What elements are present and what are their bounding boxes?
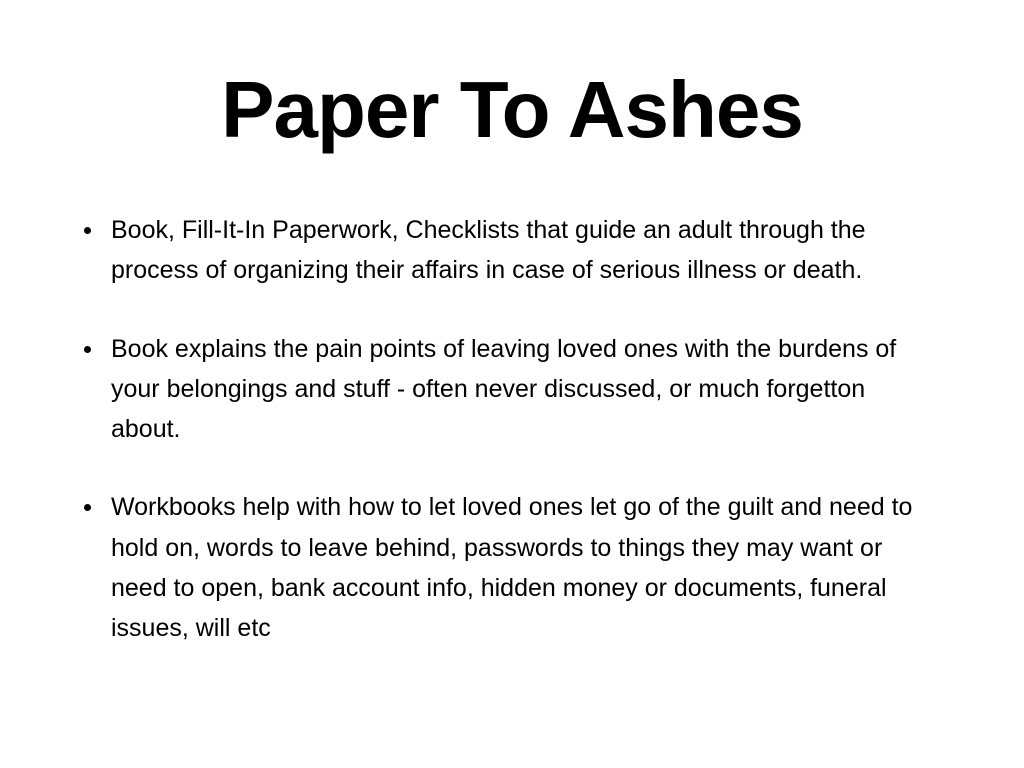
slide-title: Paper To Ashes <box>221 65 803 154</box>
bullet-text: Book, Fill-It-In Paperwork, Checklists that guide an adult through the process of organizing their affairs in case of serious illness or death. <box>111 216 866 285</box>
bullet-text: Workbooks help with how to let loved ones let go of the guilt and need to hold on, words to leave behind, passwords to things they may want or need to open, bank account info, hidden money or documents, funeral issues, will etc <box>111 493 913 643</box>
bullet-text: Book explains the pain points of leaving loved ones with the burdens of your belongings and stuff - often never discussed, or much forgetton about. <box>111 334 897 444</box>
bullet-item <box>80 329 940 450</box>
bullet-dot-icon <box>84 227 91 234</box>
bullet-list <box>80 210 940 687</box>
bullet-dot-icon <box>84 504 91 511</box>
bullet-item <box>80 487 940 648</box>
bullet-dot-icon <box>84 346 91 353</box>
bullet-item <box>80 210 940 291</box>
